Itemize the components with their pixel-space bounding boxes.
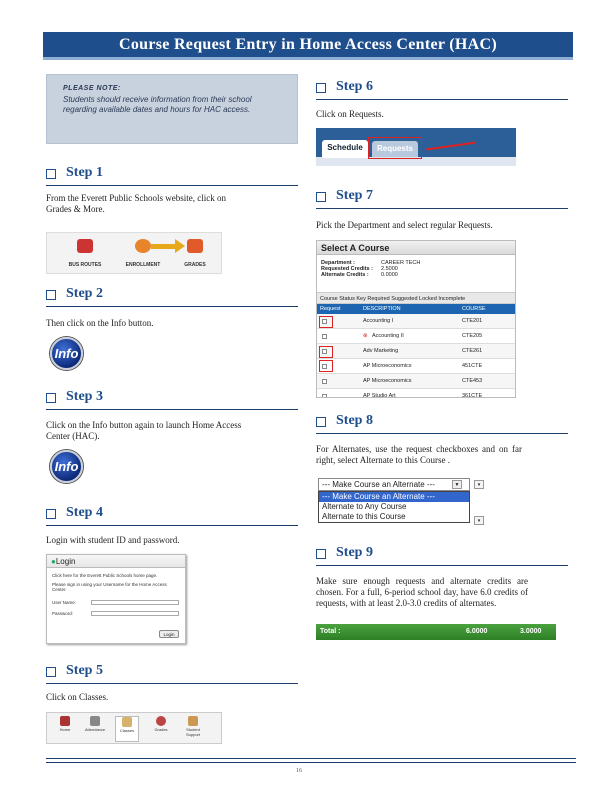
step-5-screenshot — [46, 712, 222, 744]
classes-icon — [122, 717, 132, 727]
step-label: Step 1 — [66, 165, 103, 180]
info-icon[interactable]: Info — [50, 337, 83, 370]
checkbox-icon — [46, 509, 56, 519]
tab-requests[interactable]: Requests — [372, 141, 418, 157]
request-checkbox[interactable] — [322, 394, 327, 398]
step-label: Step 7 — [336, 188, 373, 203]
checkbox-icon — [316, 83, 326, 93]
step-7-header — [316, 189, 568, 209]
step-9-text: Make sure enough requests and alternate credits are chosen. For a full, 6-period school day, have 6.0 credits of requests, with at least 2.0-3.0 credits of alternates. — [316, 576, 528, 608]
option-alternate-this[interactable]: Alternate to this Course — [322, 512, 406, 521]
arrow-head-icon — [175, 239, 185, 253]
incomplete-icon: ⊗ — [363, 333, 368, 339]
step-label: Step 8 — [336, 413, 373, 428]
table-row: AP Microeconomics CTE453 — [317, 374, 515, 389]
home-icon — [60, 716, 70, 726]
step-6-text: Click on Requests. — [316, 109, 384, 119]
attendance-icon — [90, 716, 100, 726]
highlight-box — [319, 316, 333, 328]
option-alternate-any[interactable]: Alternate to Any Course — [322, 502, 407, 511]
course-meta-labels: Department : Requested Credits : Alternate Credits : — [321, 260, 373, 278]
step-3-text: Click on the Info button again to launch Home Access Center (HAC). — [46, 420, 242, 441]
login-icon: ● — [51, 557, 56, 566]
highlight-box — [319, 346, 333, 358]
table-row: ⊗ Accounting II CTE205 — [317, 329, 515, 344]
step-5-header — [46, 664, 298, 684]
step-label: Step 9 — [336, 545, 373, 560]
nav-classes[interactable]: Classes — [115, 716, 139, 742]
checkbox-icon — [316, 417, 326, 427]
highlight-box — [319, 360, 333, 372]
step-2-text: Then click on the Info button. — [46, 318, 154, 328]
course-status-key: Course Status Key Required Suggested Locked Incomplete — [317, 292, 515, 304]
checkbox-icon — [46, 169, 56, 179]
footer-rule — [46, 758, 576, 759]
step-label: Step 2 — [66, 286, 103, 301]
note-heading: PLEASE NOTE: — [63, 85, 121, 92]
step-5-text: Click on Classes. — [46, 692, 109, 702]
step-8-header — [316, 414, 568, 434]
nav-student-support[interactable]: Student Support — [181, 716, 205, 737]
tabs-screenshot — [316, 128, 516, 166]
table-row: AP Microeconomics 451CTE — [317, 359, 515, 374]
step-7-text: Pick the Department and select regular Requests. — [316, 220, 493, 230]
login-instructions: Please sign in using your Username for the Home Access Center. — [52, 582, 167, 592]
course-table — [316, 240, 516, 398]
alternate-select[interactable]: --- Make Course an Alternate --- — [318, 478, 470, 491]
step-label: Step 3 — [66, 389, 103, 404]
bus-icon — [77, 239, 93, 253]
table-row: Accounting I CTE201 — [317, 314, 515, 329]
step-8-text: For Alternates, use the request checkboxes and on far right, select Alternate to this Course . — [316, 444, 522, 465]
alternate-total: 3.0000 — [520, 628, 542, 635]
tab-schedule[interactable]: Schedule — [322, 140, 368, 158]
step-label: Step 6 — [336, 79, 373, 94]
nav-attendance[interactable]: Attendance — [83, 716, 107, 732]
step-9-header — [316, 546, 568, 566]
login-screenshot — [46, 554, 186, 644]
step-1-text: From the Everett Public Schools website, click on Grades & More. — [46, 193, 226, 214]
alternate-dropdown-screenshot — [318, 478, 498, 530]
grades-icon — [156, 716, 166, 726]
step-3-header — [46, 390, 298, 410]
student-support-icon — [188, 716, 198, 726]
step-label: Step 4 — [66, 505, 103, 520]
table-row: Adv Marketing CTE261 — [317, 344, 515, 359]
step-1-header — [46, 166, 298, 186]
request-checkbox[interactable] — [322, 334, 327, 339]
page-title: Course Request Entry in Home Access Center (HAC) — [43, 32, 573, 60]
arrow-icon — [426, 142, 476, 150]
checkbox-icon — [46, 667, 56, 677]
requested-total: 6.0000 — [466, 628, 488, 635]
course-meta-values: CAREER TECH 2.5000 0.0000 — [381, 260, 421, 278]
nav-enrollment: ENROLLMENT — [125, 262, 161, 268]
chevron-down-icon[interactable]: ▾ — [474, 516, 484, 525]
note-box — [46, 74, 298, 144]
password-label: Password: — [52, 611, 74, 616]
table-row: AP Studio Art 361CTE — [317, 389, 515, 398]
checkbox-icon — [46, 393, 56, 403]
login-title: ●Login — [47, 555, 185, 568]
username-input[interactable] — [91, 600, 179, 605]
course-table-title: Select A Course — [317, 241, 515, 255]
nav-grades[interactable]: GRADES — [184, 262, 206, 268]
step-4-header — [46, 506, 298, 526]
step-6-header — [316, 80, 568, 100]
table-header: Request DESCRIPTION COURSE — [317, 304, 515, 314]
nav-grades[interactable]: Grades — [149, 716, 173, 732]
page-number: 16 — [296, 768, 302, 774]
enrollment-icon — [135, 239, 151, 253]
login-button[interactable]: Login — [159, 630, 179, 638]
nav-home[interactable]: Home — [53, 716, 77, 732]
grades-icon — [187, 239, 203, 253]
request-checkbox[interactable] — [322, 379, 327, 384]
checkbox-icon — [316, 192, 326, 202]
footer-rule — [46, 762, 576, 763]
note-text: Students should receive information from their school regarding available dates and hours for HAC access. — [63, 95, 252, 114]
alternate-options — [318, 491, 470, 523]
step-1-screenshot — [46, 232, 222, 274]
info-icon[interactable]: Info — [50, 450, 83, 483]
login-home-link[interactable]: Click here for the Everett Public Schools home page. — [52, 573, 158, 578]
username-label: User Name: — [52, 600, 77, 605]
chevron-down-icon[interactable]: ▾ — [474, 480, 484, 489]
highlight-box — [368, 137, 422, 159]
step-2-header — [46, 287, 298, 307]
option-make-alternate[interactable]: --- Make Course an Alternate --- — [319, 492, 469, 502]
totals-bar — [316, 624, 556, 640]
checkbox-icon — [46, 290, 56, 300]
step-4-text: Login with student ID and password. — [46, 535, 180, 545]
totals-label: Total : — [320, 628, 341, 635]
password-input[interactable] — [91, 611, 179, 616]
nav-bus-routes: BUS ROUTES — [68, 262, 102, 268]
step-label: Step 5 — [66, 663, 103, 678]
chevron-down-icon[interactable]: ▼ — [452, 480, 462, 489]
checkbox-icon — [316, 549, 326, 559]
